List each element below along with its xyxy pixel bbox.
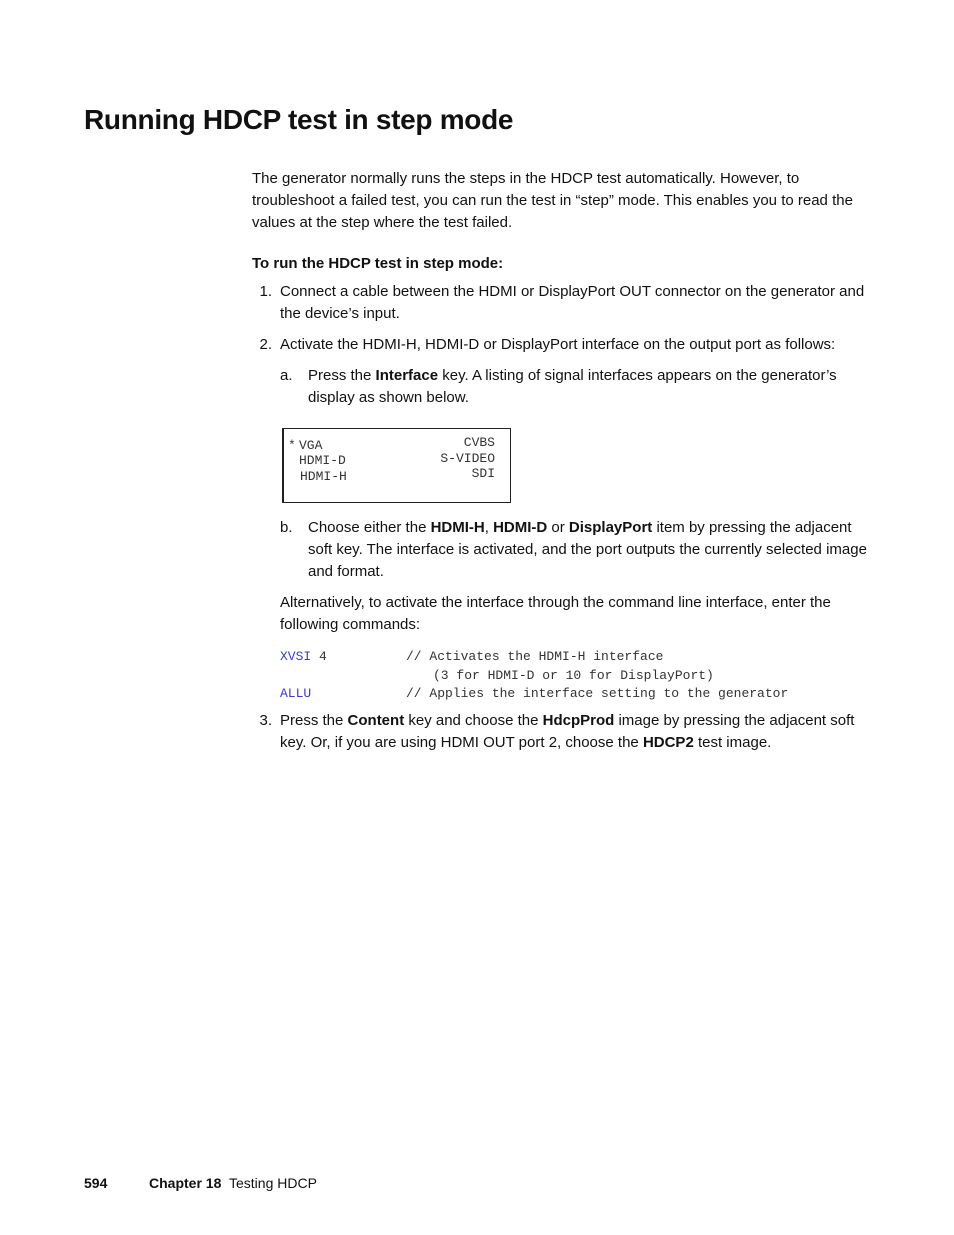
display-item-vga: VGA [299,438,323,453]
step-3-mid2: image by pressing the adjacent soft key. Or, if you are using HDMI OUT port 2, choose the [280,712,855,751]
step-3-pre: Press the [280,712,348,729]
display-item-hdmi-d: HDMI-D [299,453,346,468]
command-allu-comment: // Applies the interface setting to the generator [406,686,789,701]
step-3-mid1: key and choose the [404,712,543,729]
step-3-text [280,710,876,754]
procedure-heading: To run the HDCP test in step mode: [252,255,504,272]
display-item-hdmi-h: HDMI-H [300,469,347,484]
substep-b-pre: Choose either the [308,519,431,536]
display-item-cvbs: CVBS [463,435,495,450]
display-item-sdi: SDI [471,466,495,481]
step-3-post: test image. [693,734,772,751]
command-name: ALLU [280,686,312,701]
content-key-label: Content [347,712,405,729]
command-allu [280,686,311,702]
page-number: 594 [84,1175,108,1191]
hdmi-d-label: HDMI-D [493,519,548,536]
hdcp2-label: HDCP2 [642,734,694,751]
substep-b-sep1: , [484,519,494,536]
step-2-text: Activate the HDMI-H, HDMI-D or DisplayPort interface on the output port as follows: [280,336,836,353]
footer-chapter-title: Testing HDCP [229,1175,317,1191]
step-2-number: 2. [259,336,272,353]
hdcpprod-label: HdcpProd [542,712,615,729]
hdmi-h-label: HDMI-H [430,519,485,536]
substep-a-label: a. [280,367,293,384]
page-title: Running HDCP test in step mode [84,104,514,135]
footer-chapter: Chapter 18 [149,1175,222,1191]
display-item-s-video: S-VIDEO [440,451,495,466]
command-name: XVSI [280,649,312,664]
generator-display [282,428,511,503]
displayport-label: DisplayPort [568,519,653,536]
substep-a-post: key. A listing of signal interfaces appears on the generator’s display as shown below. [308,367,837,406]
step-1-text: Connect a cable between the HDMI or DisplayPort OUT connector on the generator and the device’s input. [280,283,865,322]
substep-b-sep2: or [547,519,569,536]
substep-a-pre: Press the [308,367,376,384]
substep-b-text [308,517,874,583]
command-arg: 4 [319,649,327,664]
intro-paragraph: The generator normally runs the steps in the HDCP test automatically. However, to troubleshoot a failed test, you can run the test in “step” mode. This enables you to read the values at the step where the test failed. [252,170,853,231]
substep-a-text [308,365,872,409]
substep-b-label: b. [280,519,293,536]
command-xvsi-comment-continued: (3 for HDMI-D or 10 for DisplayPort) [433,668,714,683]
interface-key-label: Interface [375,367,439,384]
command-xvsi [280,649,327,665]
substep-b-post: item by pressing the adjacent soft key. The interface is activated, and the port outputs the currently selected image and format. [308,519,867,580]
command-xvsi-comment: // Activates the HDMI-H interface [406,649,664,664]
step-3-number: 3. [259,712,272,729]
alternative-paragraph: Alternatively, to activate the interface through the command line interface, enter the following commands: [280,594,831,633]
step-1-number: 1. [259,283,272,300]
selected-marker: * [288,438,296,453]
